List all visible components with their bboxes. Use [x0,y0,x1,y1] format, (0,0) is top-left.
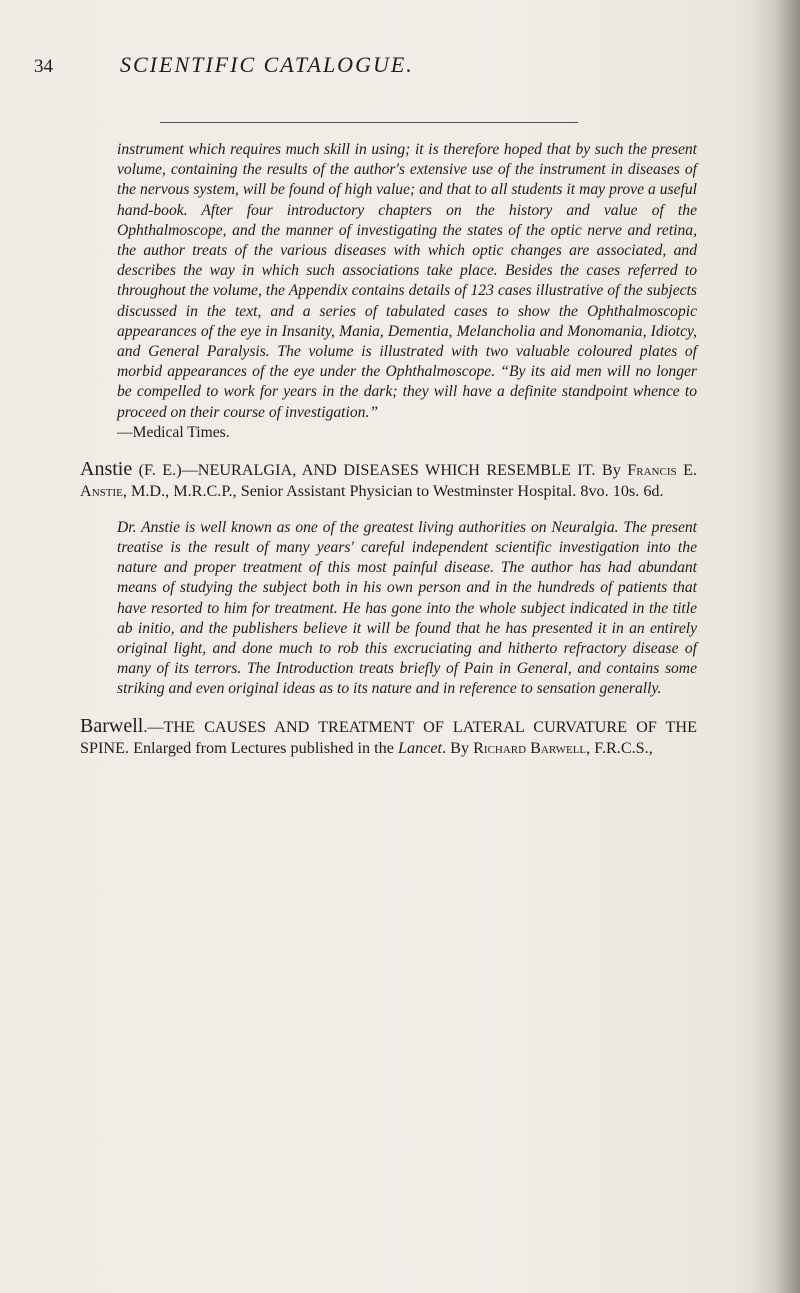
entry-details: , F.R.C.S., [586,738,653,757]
review-text-anstie: Dr. Anstie is well known as one of the greatest living authorities on Neuralgia. The present treatise is the result of many years' careful independent scientific investigation into the nature and proper treatment of this most painful disease. The author has had abundant means of studying the subject both in his own person and in the hundreds of patients that have resorted to him for treatment. He has gone into the whole subject indicated in the title ab initio, and the publishers believe it will be found that he has presented it in an entirely original light, and done much to rob this excruciating and hitherto refractory disease of many of its terrors. The Introduction treats briefly of Pain in General, and contains some striking and even original ideas as to its nature and in reference to sensation generally. [117,518,697,698]
entry-heading: (F. E.)—NEURALGIA, AND DISEASES WHICH RESEMBLE IT. By [132,460,628,479]
review-text-continued: instrument which requires much skill in using; it is therefore hoped that by such the present volume, containing the results of the author's extensive use of the instrument in diseases of the nervous system, will be found of high value; and that to all students it may prove a useful hand-book. After four introductory chapters on the history and value of the Ophthalmoscope, and the manner of investigating the states of the optic nerve and retina, the author treats of the various diseases with which optic changes are associated, and describes the way in which such associations take place. Besides the cases referred to throughout the volume, the Appendix contains details of 123 cases illustrative of the subjects discussed in the text, and a series of tabulated cases to show the Ophthalmoscopic appearances of the eye in Insanity, Mania, Dementia, Melancholia and Monomania, Idiotcy, and General Paralysis. The volume is illustrated with two valuable coloured plates of morbid appearances of the eye under the Ophthalmoscope. “By its aid men will no longer be compelled to work for years in the dark; they will have a definite standpoint whence to proceed on their course of investigation.” [117,141,697,421]
running-title: SCIENTIFIC CATALOGUE. [120,52,414,77]
catalogue-entry-barwell [80,716,697,759]
entry-author-name: Francis E. Anstie [80,460,697,500]
review-source: —Medical Times. [117,423,230,441]
page-edge-shadow [752,0,800,1293]
page-header [34,52,734,92]
entry-heading: .—THE CAUSES AND TREATMENT OF LATERAL CURVATURE OF THE SPINE. Enlarged from Lectures published in the [80,717,697,757]
catalogue-body [80,140,697,759]
entry-author: Barwell [80,714,144,737]
entry-author: Anstie [80,457,133,480]
entry-journal: Lancet [398,738,443,757]
page-number: 34 [34,56,53,77]
entry-by: . By [442,738,474,757]
header-rule [160,122,578,123]
catalogue-entry-anstie [80,459,697,502]
entry-author-name: Richard Barwell [473,738,587,757]
entry-details: , M.D., M.R.C.P., Senior Assistant Physician to Westminster Hospital. 8vo. 10s. 6d. [122,481,664,500]
